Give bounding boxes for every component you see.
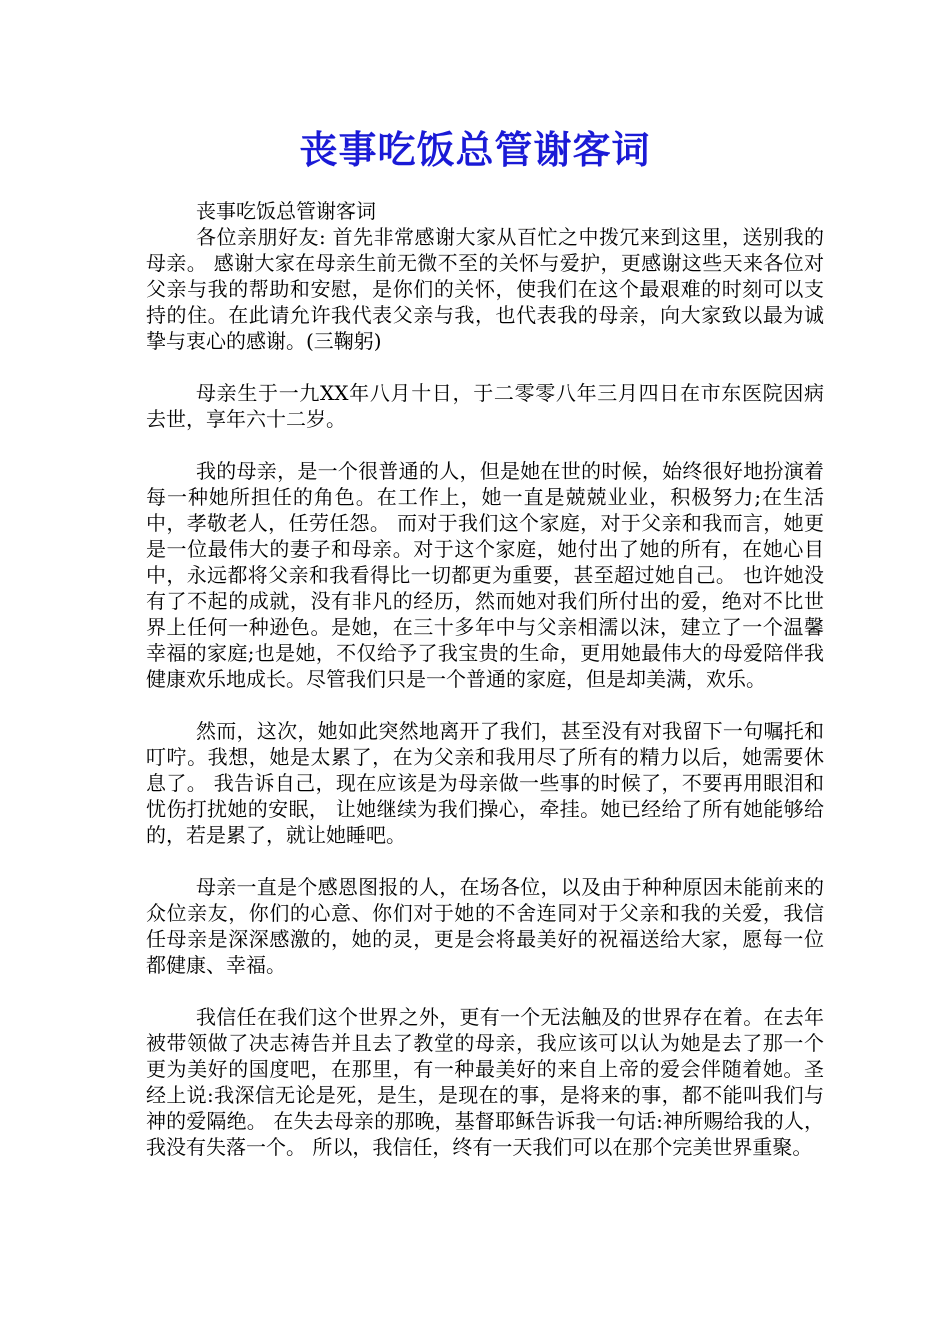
paragraph-departure: 然而，这次，她如此突然地离开了我们，甚至没有对我留下一句嘱托和叮咛。我想，她是太累了，在为父亲和我用尽了所有的精力以后，她需要休息了。 我告诉自己，现在应该是为母亲做一些事的时候了，不要再用眼泪和忧伤打扰她的安眠， 让她继续为我们操心，牵挂。她已经给了所有她能够给的，若是累了，就让她睡吧。 (146, 719, 824, 847)
paragraph-gratitude: 母亲一直是个感恩图报的人，在场各位，以及由于种种原因未能前来的众位亲友，你们的心意、你们对于她的不舍连同对于父亲和我的关爱，我信任母亲是深深感激的，她的灵，更是会将最美好的祝福送给大家，愿每一位都健康、幸福。 (146, 875, 824, 977)
paragraph-faith: 我信任在我们这个世界之外，更有一个无法触及的世界存在着。在去年被带领做了决志祷告并且去了教堂的母亲，我应该可以认为她是去了那一个更为美好的国度吧，在那里，有一种最美好的来自上帝的爱会伴随着她。圣经上说:我深信无论是死，是生，是现在的事，是将来的事，都不能叫我们与神的爱隔绝。 在失去母亲的那晚，基督耶稣告诉我一句话:神所赐给我的人，我没有失落一个。 所以，我信任，终有一天我们可以在那个完美世界重聚。 (146, 1005, 824, 1159)
document-body (146, 198, 824, 1160)
paragraph-mother: 我的母亲，是一个很普通的人，但是她在世的时候，始终很好地扮演着每一种她所担任的角色。在工作上，她一直是兢兢业业，积极努力;在生活中，孝敬老人，任劳任怨。 而对于我们这个家庭，对于父亲和我而言，她更是一位最伟大的妻子和母亲。对于这个家庭，她付出了她的所有，在她心目中，永远都将父亲和我看得比一切都更为重要，甚至超过她自己。 也许她没有了不起的成就，没有非凡的经历，然而她对我们所付出的爱，绝对不比世界上任何一种逊色。是她，在三十多年中与父亲相濡以沫，建立了一个温馨幸福的家庭;也是她，不仅给予了我宝贵的生命，更用她最伟大的母爱陪伴我健康欢乐地成长。尽管我们只是一个普通的家庭，但是却美满，欢乐。 (146, 459, 824, 691)
document-subtitle: 丧事吃饭总管谢客词 (196, 199, 376, 223)
document-title: 丧事吃饭总管谢客词 (299, 127, 651, 172)
paragraph-birth: 母亲生于一九XX年八月十日，于二零零八年三月四日在市东医院因病去世，享年六十二岁。 (146, 381, 824, 431)
paragraph-greeting: 各位亲朋好友: 首先非常感谢大家从百忙之中拨冗来到这里，送别我的母亲。 感谢大家在母亲生前无微不至的关怀与爱护，更感谢这些天来各位对父亲与我的帮助和安慰，是你们的关怀，使我们在这个最艰难的时刻可以支持的住。在此请允许我代表父亲与我，也代表我的母亲，向大家致以最为诚挚与衷心的感谢。(三鞠躬) (146, 225, 824, 353)
